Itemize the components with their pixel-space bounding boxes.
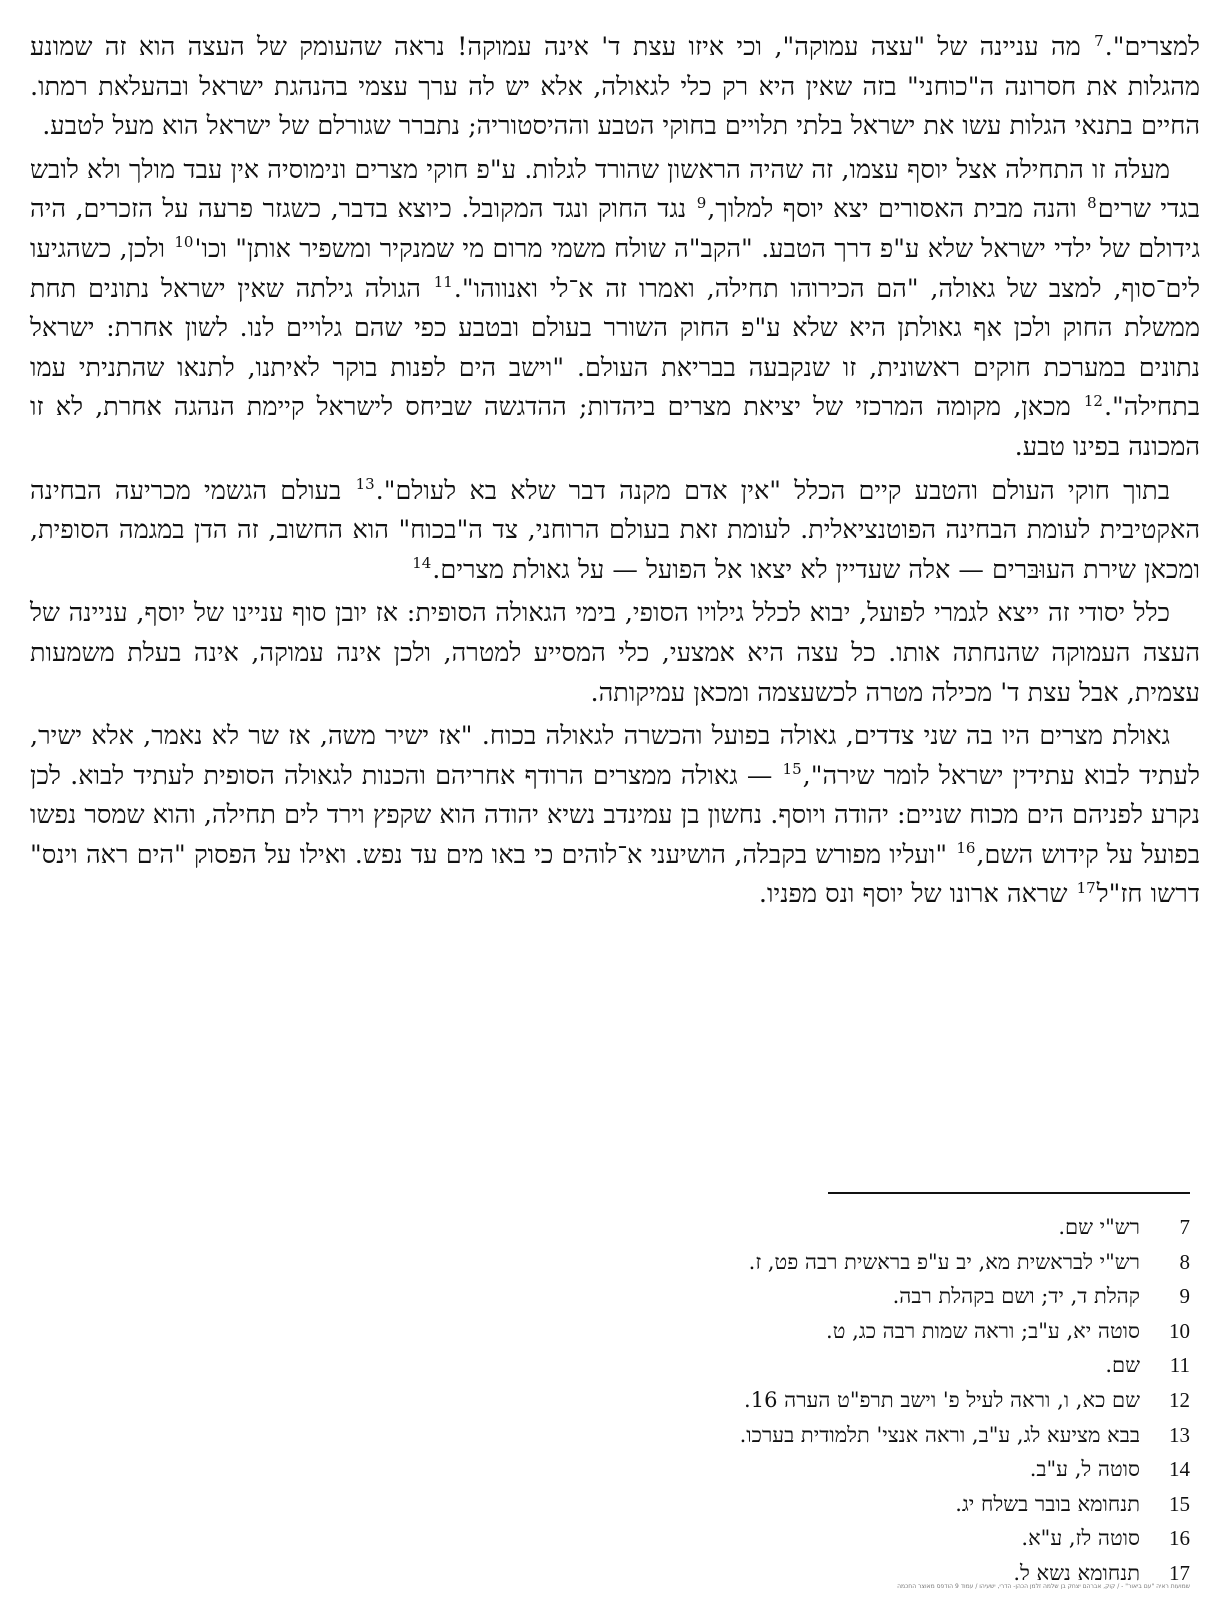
footnote-ref[interactable]: 17 bbox=[1076, 878, 1096, 897]
footnote-ref[interactable]: 15 bbox=[782, 760, 802, 779]
footnote-number: 8 bbox=[1179, 1249, 1190, 1274]
footnotes-list bbox=[290, 1210, 1190, 1591]
footnote-number: 14 bbox=[1169, 1457, 1190, 1482]
footnote-text: רש"י שם. bbox=[1058, 1215, 1140, 1239]
footnote-ref[interactable]: 9 bbox=[696, 193, 707, 212]
footnote-ref[interactable]: 16 bbox=[956, 839, 976, 858]
footnote-number: 15 bbox=[1169, 1491, 1190, 1516]
footnote-item bbox=[290, 1487, 1190, 1522]
footnote-text: שם כא, ו, וראה לעיל פ' וישב תרפ"ט הערה 16. bbox=[744, 1387, 1140, 1412]
footnote-number: 16 bbox=[1169, 1526, 1190, 1551]
paragraph-2: מעלה זו התחילה אצל יוסף עצמו, זה שהיה הראשון שהורד לגלות. ע"פ חוקי מצרים ונימוסיה אין עבד מולך ולא לובש בגדי שרים$^8$ והנה מבית האסורים יצא יוסף למלוך,$^9$ נגד החוק ונגד המקובל. כיוצא בדבר, כשגזר פרעה על הזכרים, היה גידולם של ילדי ישראל שלא ע"פ דרך הטבע. "הקב"ה שולח משמי מרום מי שמנקיר ומשפיר אותן" וכו'$^{10}$ ולכן, כשהגיעו לים־סוף, למצב של גאולה, "הם הכירוהו תחילה, ואמרו זה א־לי ואנווהו".$^{11}$ הגולה גילתה שאין ישראל נתונים תחת ממשלת החוק ולכן אף גאולתן היא שלא ע"פ החוק השורר בעולם ובטבע כפי שהם גלויים לנו. לשון אחרת: ישראל נתונים במערכת חוקים ראשונית, זו שנקבעה בבריאת העולם. "וישב הים לפנות בוקר לאיתנו, לתנאו שהתניתי עמו בתחילה".$^{12}$ מכאן, מקומה המרכזי של יציאת מצרים ביהדות; ההדגשה שביחס לישראל קיימת הנהגה אחרת, לא זו המכונה בפינו טבע. bbox=[30, 154, 1200, 462]
footnote-text: תנחומא בובר בשלח יג. bbox=[955, 1491, 1140, 1516]
footnote-ref[interactable]: 14 bbox=[412, 554, 432, 573]
footnote-item bbox=[290, 1314, 1190, 1349]
footnote-ref[interactable]: 10 bbox=[174, 233, 194, 252]
footnote-text: רש"י לבראשית מא, יב ע"פ בראשית רבה פט, ז. bbox=[748, 1249, 1140, 1274]
paragraph-3: בתוך חוקי העולם והטבע קיים הכלל "אין אדם מקנה דבר שלא בא לעולם".$^{13}$ בעולם הגשמי מכריעה הבחינה האקטיבית לעומת הבחינה הפוטנציאלית. לעומת זאת בעולם הרוחני, צד ה"בכוח" הוא החשוב, זה הדן במגמה הסופית, ומכאן שירת העוּבּרים — אלה שעדיין לא יצאו אל הפועל — על גאולת מצרים.$^{14}$ bbox=[30, 475, 1200, 585]
footnote-number: 10 bbox=[1169, 1318, 1190, 1343]
footnote-text: סוטה ל, ע"ב. bbox=[1029, 1457, 1140, 1482]
footnote-item bbox=[290, 1348, 1190, 1383]
footnote-ref[interactable]: 11 bbox=[433, 273, 453, 292]
footnote-item bbox=[290, 1521, 1190, 1556]
footnote-text: סוטה לז, ע"א. bbox=[1021, 1526, 1140, 1551]
footnote-ref[interactable]: 8 bbox=[1087, 193, 1097, 212]
footnote-separator bbox=[828, 1192, 1190, 1194]
footnote-ref[interactable]: 12 bbox=[1083, 391, 1103, 410]
footnote-number: 11 bbox=[1169, 1353, 1190, 1378]
footnote-item bbox=[290, 1279, 1190, 1314]
body-text bbox=[30, 28, 1200, 915]
footnote-number: 9 bbox=[1179, 1284, 1190, 1309]
footnote-item bbox=[290, 1245, 1190, 1280]
footnote-item bbox=[290, 1418, 1190, 1453]
footnote-number: 7 bbox=[1179, 1215, 1190, 1239]
paragraph-1: למצרים".$^7$ מה עניינה של "עצה עמוקה", וכי איזו עצת ד' אינה עמוקה! נראה שהעומק של העצה הוא זה שמונע מהגלות את חסרונה ה"כוחני" בזה שאין היא רק כלי לגאולה, אלא יש לה ערך עצמי בהנהגת ישראל ובהעלאת רמתו. החיים בתנאי הגלות עשו את ישראל בלתי תלויים בחוקי הטבע וההיסטוריה; נתברר שגורלם של ישראל הוא מעל לטבע. bbox=[30, 31, 1200, 142]
footnote-number: 12 bbox=[1169, 1387, 1190, 1412]
print-colophon: שמועות ראיה "עם ביאור" - / קוק, אברהם יצחק בן שלמה זלמן הכהן- הדרי, ישעיהו / עמוד 9 הודפס מאוצר החכמה bbox=[897, 1583, 1190, 1590]
footnote-text: בבא מציעא לג, ע"ב, וראה אנצי' תלמודית בערכו. bbox=[739, 1422, 1140, 1447]
footnote-text: תנחומא נשא ל. bbox=[1013, 1560, 1140, 1585]
footnote-item bbox=[290, 1383, 1190, 1418]
paragraph-5: גאולת מצרים היו בה שני צדדים, גאולה בפועל והכשרה לגאולה בכוח. "אז ישיר משה, אז שר לא נאמר, אלא ישיר, לעתיד לבוא עתידין ישראל לומר שירה",$^{15}$ — גאולה ממצרים הרודף אחריהם והכנות לגאולה הסופית לעתיד לבוא. לכן נקרע לפניהם הים מכוח שניים: יהודה ויוסף. נחשון בן עמינדב נשיא יהודה הוא שקפץ וירד לים תחילה, והוא שמסר נפשו בפועל על קידוש השם,$^{16}$ "ועליו מפורש בקבלה, הושיעני א־לוהים כי באו מים עד נפש. ואילו על הפסוק "הים ראה וינס" דרשו חז"ל$^{17}$ שראה ארונו של יוסף ונס מפניו. bbox=[30, 721, 1201, 910]
footnote-item bbox=[290, 1210, 1190, 1245]
paragraph-4: כלל יסודי זה ייצא לגמרי לפועל, יבוא לכלל גילויו הסופי, בימי הגאולה הסופית: אז יובן סוף עניינו של יוסף, עניינה של העצה העמוקה שהנחתה אותו. כל עצה היא אמצעי, כלי המסייע למטרה, ולכן אינה עמוקה, אינה בעלת משמעות עצמית, אבל עצת ד' מכילה מטרה לכשעצמה ומכאן עמיקותה. bbox=[30, 598, 1200, 708]
footnote-item bbox=[290, 1452, 1190, 1487]
footnote-text: קהלת ד, יד; ושם בקהלת רבה. bbox=[892, 1284, 1140, 1309]
footnote-ref[interactable]: 13 bbox=[355, 475, 375, 494]
footnote-text: שם. bbox=[1105, 1353, 1140, 1378]
footnote-number: 13 bbox=[1169, 1422, 1190, 1447]
footnote-ref[interactable]: 7 bbox=[1094, 31, 1104, 50]
footnote-text: סוטה יא, ע"ב; וראה שמות רבה כג, ט. bbox=[826, 1318, 1140, 1343]
footnote-number: 17 bbox=[1169, 1560, 1190, 1585]
